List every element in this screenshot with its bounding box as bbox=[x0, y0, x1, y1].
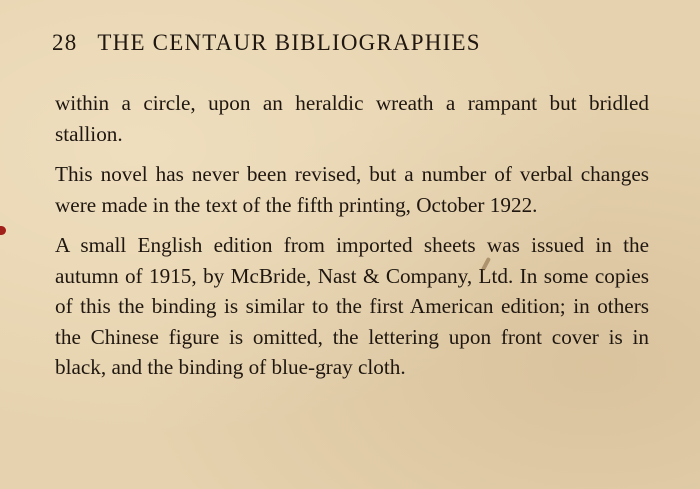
paragraph-stallion: within a circle, upon an heraldic wreath a rampant but bridled stallion. bbox=[55, 91, 649, 146]
running-head bbox=[52, 30, 652, 60]
paragraph-revisions: This novel has never been revised, but a number of verbal changes were made in the text of the fifth printing, October 1922. bbox=[55, 162, 649, 217]
red-ink-mark bbox=[0, 226, 6, 235]
paragraph-english-edition: A small English edition from imported sheets was issued in the autumn of 1915, by McBride, Nast & Company, Ltd. In some copies of this the binding is similar to the first American edition; in others the Chinese figure is omitted, the lettering upon front cover is in black, and the binding of blue-gray cloth. bbox=[55, 233, 649, 379]
page-number: 28 bbox=[52, 30, 78, 55]
running-title: THE CENTAUR BIBLIOGRAPHIES bbox=[97, 30, 481, 55]
body-text bbox=[55, 88, 649, 393]
